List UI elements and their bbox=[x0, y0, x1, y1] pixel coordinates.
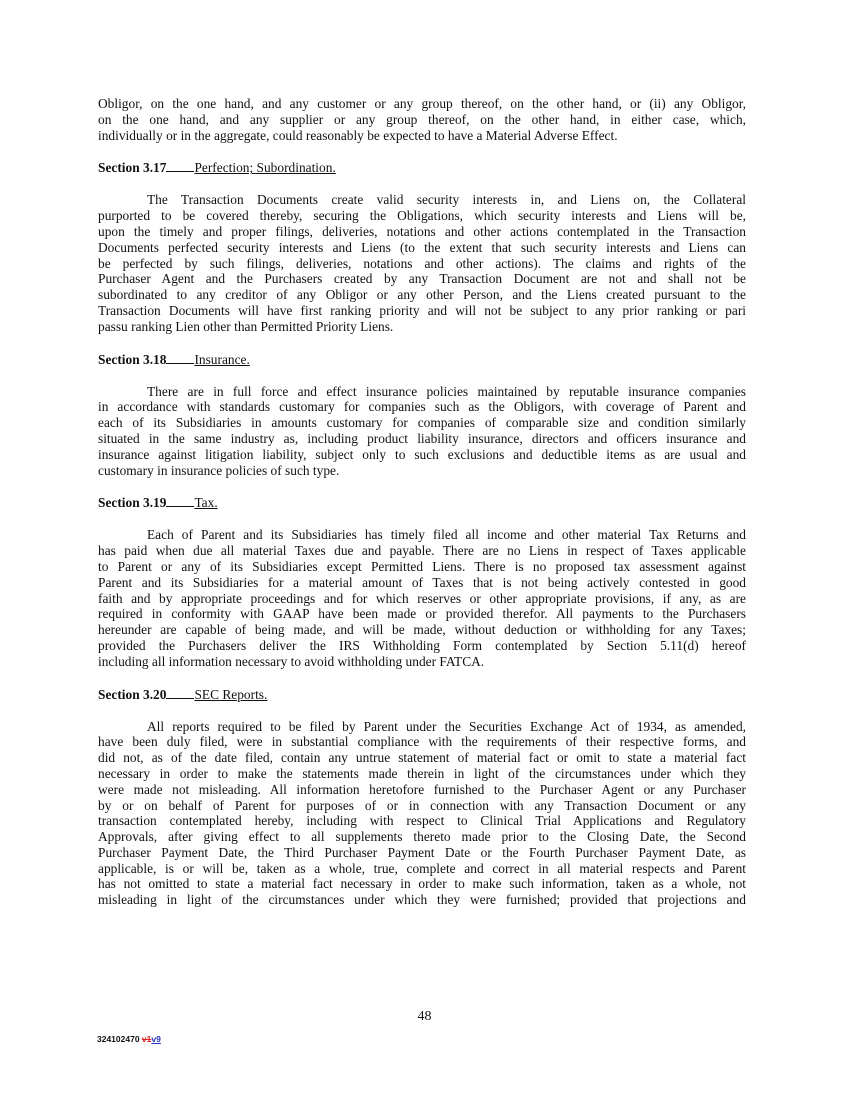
doc-id: 324102470 bbox=[97, 1034, 140, 1044]
text-line: misleading in light of the circumstances under which they were furnished; provided that projections and bbox=[98, 892, 746, 908]
text-line: applicable, is or will be, taken as a whole, true, complete and correct in all material respects and Parent bbox=[98, 860, 746, 876]
section-heading bbox=[98, 687, 746, 703]
text-line: did not, as of the date filed, contain any untrue statement of material fact or omit to state a material fact bbox=[98, 750, 746, 766]
text-line: Documents perfected security interests and Liens (to the extent that such security interests and Liens can bbox=[98, 239, 746, 255]
section-number: Section 3.18 bbox=[98, 351, 167, 367]
inserted-version: v9 bbox=[151, 1034, 161, 1044]
text-line: necessary in order to make the statements made therein in light of the circumstances under which they bbox=[98, 765, 746, 781]
heading-tab-underline bbox=[166, 352, 194, 364]
section-title: Insurance. bbox=[194, 351, 250, 367]
text-line: passu ranking Lien other than Permitted Priority Liens. bbox=[98, 318, 394, 334]
paragraph bbox=[98, 96, 746, 143]
text-line: Obligor, on the one hand, and any customer or any group thereof, on the other hand, or (ii) any Obligor, bbox=[98, 96, 746, 111]
heading-tab-underline bbox=[166, 495, 194, 507]
section-number: Section 3.17 bbox=[98, 160, 167, 176]
text-line: insurance against litigation liability, subject only to such exclusions and deductible items as are usual and bbox=[98, 446, 746, 462]
section-heading bbox=[98, 352, 746, 368]
text-line: subordinated to any creditor of any Obligor or any other Person, and the Liens created pursuant to the bbox=[98, 287, 746, 303]
text-line: situated in the same industry as, including product liability insurance, directors and officers insurance and bbox=[98, 430, 746, 446]
text-line: including all information necessary to avoid withholding under FATCA. bbox=[98, 653, 485, 669]
text-line: Purchaser Payment Date, the Third Purchaser Payment Date or the Fourth Purchaser Payment Date, as bbox=[98, 844, 746, 860]
document-page bbox=[98, 96, 746, 925]
text-line: required in conformity with GAAP have been made or provided therefor. All payments to the Purchasers bbox=[98, 606, 746, 622]
text-line: Purchaser Agent and the Purchasers created by any Transaction Document are not and shall not be bbox=[98, 271, 746, 287]
text-line: provided the Purchasers deliver the IRS Withholding Form contemplated by Section 5.11(d) hereof bbox=[98, 637, 746, 653]
text-line: hereunder are capable of being made, and will be made, without deduction or withholding for any Taxes; bbox=[98, 622, 746, 638]
section-title: Tax. bbox=[194, 495, 218, 511]
text-line: upon the timely and proper filings, deliveries, notations and other actions contemplated in the Transaction bbox=[98, 223, 746, 239]
text-line: transaction contemplated hereby, including with respect to Clinical Trial Applications and Regulatory bbox=[98, 813, 746, 829]
text-line: All reports required to be filed by Parent under the Securities Exchange Act of 1934, as amended, bbox=[147, 718, 746, 734]
text-line: The Transaction Documents create valid security interests in, and Liens on, the Collateral bbox=[147, 192, 746, 208]
text-line: in accordance with standards customary for companies such as the Obligors, with coverage of Parent and bbox=[98, 399, 746, 415]
section-title: SEC Reports. bbox=[194, 686, 268, 702]
paragraph bbox=[98, 719, 746, 909]
text-line: customary in insurance policies of such type. bbox=[98, 462, 340, 478]
heading-tab-underline bbox=[166, 687, 194, 699]
section-number: Section 3.20 bbox=[98, 686, 167, 702]
text-line: Approvals, after giving effect to all supplements thereto made prior to the Closing Date, the Second bbox=[98, 829, 746, 845]
section-heading bbox=[98, 495, 746, 511]
text-line: There are in full force and effect insurance policies maintained by reputable insurance companies bbox=[147, 383, 746, 399]
section-title: Perfection; Subordination. bbox=[194, 160, 336, 176]
text-line: each of its Subsidiaries in amounts customary for companies of comparable size and condition similarly bbox=[98, 415, 746, 431]
text-line: to Parent or any of its Subsidiaries except Permitted Liens. There is no proposed tax assessment against bbox=[98, 558, 746, 574]
text-line: has paid when due all material Taxes due and payable. There are no Liens in respect of Taxes applicable bbox=[98, 543, 746, 559]
text-line: be perfected by such filings, deliveries, notations and other actions). The claims and rights of the bbox=[98, 255, 746, 271]
text-line: Parent and its Subsidiaries for a material amount of Taxes that is not being actively contested in good bbox=[98, 574, 746, 590]
document-footer bbox=[97, 1034, 161, 1044]
text-line: by or on behalf of Parent for purposes of or in connection with any Transaction Document or any bbox=[98, 797, 746, 813]
section-heading bbox=[98, 160, 746, 176]
page-number: 48 bbox=[417, 1009, 432, 1024]
paragraph bbox=[98, 384, 746, 479]
text-line: has not omitted to state a material fact necessary in order to make such information, taken as a whole, not bbox=[98, 876, 746, 892]
paragraph bbox=[98, 192, 746, 334]
text-line: Transaction Documents will have first ranking priority and will not be subject to any prior ranking or pari bbox=[98, 302, 746, 318]
text-line: faith and by appropriate proceedings and for which reserves or other appropriate provisions, if any, as are bbox=[98, 590, 746, 606]
text-line: purported to be covered thereby, securing the Obligations, which security interests and Liens will be, bbox=[98, 208, 746, 224]
text-line: individually or in the aggregate, could reasonably be expected to have a Material Adverse Effect. bbox=[98, 127, 618, 143]
text-line: Each of Parent and its Subsidiaries has timely filed all income and other material Tax Returns and bbox=[147, 527, 746, 543]
text-line: have been duly filed, were in substantial compliance with the requirements of their respective forms, and bbox=[98, 734, 746, 750]
heading-tab-underline bbox=[166, 160, 194, 172]
text-line: on the one hand, and any supplier or any group thereof, on the other hand, in either case, which, bbox=[98, 111, 746, 127]
paragraph bbox=[98, 527, 746, 669]
text-line: were made not misleading. All information heretofore furnished to the Purchaser Agent or any Purchaser bbox=[98, 781, 746, 797]
section-number: Section 3.19 bbox=[98, 495, 167, 511]
deleted-version: v1 bbox=[141, 1034, 152, 1044]
